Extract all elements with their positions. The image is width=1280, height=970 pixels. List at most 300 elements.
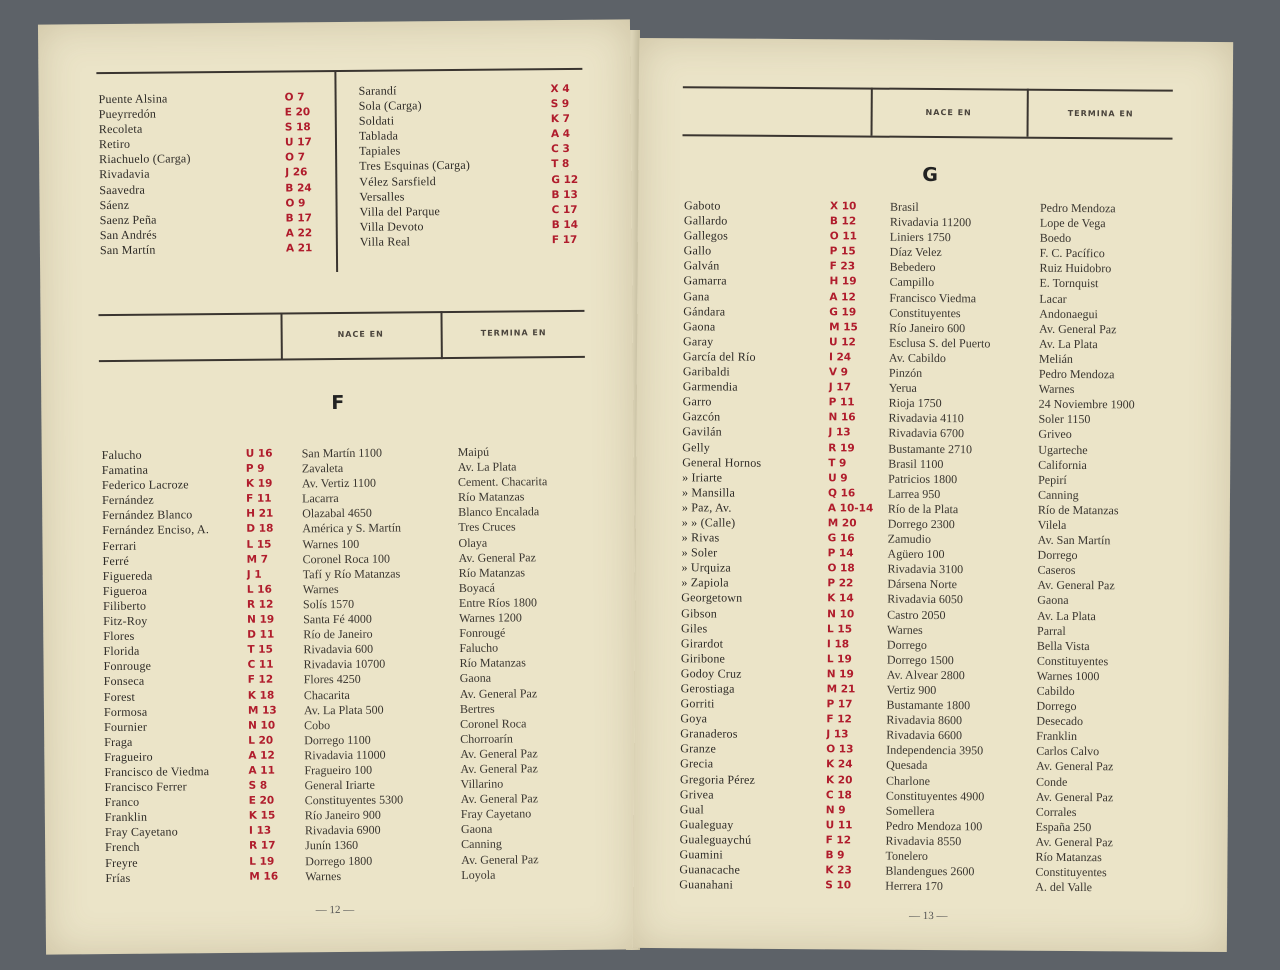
termina-en-cell: 24 Noviembre 1900	[1038, 396, 1135, 412]
map-grid-code: U 11	[825, 819, 853, 832]
map-grid-code: O 7	[284, 91, 305, 104]
street-name: Freyre	[105, 855, 138, 870]
station-name: Tapiales	[359, 143, 401, 159]
termina-en-cell: Av. General Paz	[460, 791, 539, 807]
nace-en-cell: Rivadavia 6600	[886, 727, 963, 743]
station-name: Pueyrredón	[98, 106, 157, 122]
street-name: Fernández Enciso, A.	[102, 522, 210, 538]
map-grid-code: O 9	[285, 196, 306, 210]
termina-en-cell: Cabildo	[1036, 683, 1075, 698]
map-grid-code: P 14	[827, 547, 854, 560]
termina-en-cell: Río Matanzas	[458, 489, 525, 505]
nace-en-cell: Dorrego 1100	[304, 732, 371, 748]
station-row	[360, 233, 590, 250]
street-name: Fray Cayetano	[104, 824, 178, 840]
nace-en-cell: Coronel Roca 100	[302, 551, 391, 566]
section-letter: G	[922, 163, 938, 187]
map-grid-code: T 8	[551, 158, 570, 171]
map-grid-code: B 12	[829, 215, 857, 228]
street-name: Francisco Ferrer	[104, 779, 187, 795]
termina-en-cell: Falucho	[459, 640, 499, 656]
nace-en-cell: Dorrego 1800	[305, 853, 373, 868]
map-grid-code: T 9	[828, 456, 847, 469]
street-name: Gazcón	[682, 409, 721, 424]
map-grid-code: A 21	[285, 242, 313, 255]
map-grid-code: B 13	[551, 188, 578, 201]
station-name: Saavedra	[99, 182, 146, 197]
termina-en-cell: Griveo	[1038, 427, 1072, 442]
street-name: » Zapiola	[681, 575, 729, 590]
nace-en-cell: Av. Cabildo	[888, 350, 947, 366]
station-name: Recoleta	[98, 121, 143, 137]
nace-en-cell: Río Janeiro 900	[304, 807, 381, 823]
map-grid-code: N 10	[827, 607, 855, 620]
termina-en-cell: Andonaegui	[1039, 306, 1098, 321]
station-name: Sáenz	[99, 197, 130, 212]
nace-en-cell: Liniers 1750	[889, 229, 951, 245]
nace-en-cell: Rivadavia 4110	[888, 411, 964, 426]
street-name: Gualeguay	[679, 817, 734, 832]
nace-en-cell: Río de Janeiro	[303, 626, 373, 642]
termina-en-cell: Warnes	[1038, 381, 1075, 397]
map-grid-code: L 15	[246, 538, 272, 551]
nace-en-cell: Dorrego	[886, 637, 927, 652]
map-grid-code: O 13	[826, 743, 854, 756]
street-name: » Rivas	[681, 530, 720, 545]
nace-en-cell: Castro 2050	[887, 607, 946, 622]
nace-en-cell: Junín 1360	[305, 838, 359, 853]
termina-en-cell: Gaona	[460, 822, 493, 837]
termina-en-cell: Vilela	[1037, 517, 1067, 532]
station-name: Villa Devoto	[359, 219, 424, 234]
street-name: Figueroa	[102, 583, 148, 598]
termina-en-cell: Av. General Paz	[460, 761, 538, 776]
nace-en-cell: Río de la Plata	[887, 501, 959, 517]
termina-en-cell: Gaona	[1037, 593, 1069, 608]
street-name: Florida	[103, 643, 140, 659]
map-grid-code: X 4	[550, 82, 570, 96]
map-grid-code: L 16	[246, 583, 272, 596]
station-list-left	[99, 90, 336, 258]
street-name: Garibaldi	[682, 364, 731, 379]
nace-en-cell: Rivadavia 6050	[887, 592, 963, 607]
station-name: Sola (Carga)	[358, 98, 422, 113]
nace-en-cell: Rivadavia 8550	[885, 833, 962, 849]
nace-en-cell: Bustamante 1800	[886, 697, 971, 713]
station-name: San Martín	[99, 242, 156, 258]
map-grid-code: J 13	[828, 426, 851, 439]
top-rule	[96, 68, 582, 74]
termina-en-cell: Gaona	[459, 671, 492, 686]
street-name: Ferré	[102, 553, 130, 568]
street-name: Fonrouge	[103, 658, 152, 674]
nace-en-cell: Dorrego 1500	[886, 652, 954, 667]
termina-en-cell: Pedro Mendoza	[1039, 200, 1116, 216]
termina-en-cell: Av. La Plata	[1039, 336, 1098, 351]
station-name: Rivadavia	[99, 167, 150, 182]
street-name: Gorriti	[680, 696, 715, 711]
map-grid-code: C 3	[551, 143, 570, 156]
street-name: Gallardo	[683, 213, 728, 228]
nace-en-cell: Rivadavia 6700	[888, 426, 965, 441]
map-grid-code: N 19	[826, 668, 854, 681]
nace-en-cell: Blandengues 2600	[885, 863, 975, 879]
map-grid-code: F 17	[551, 233, 578, 247]
nace-en-cell: Río Janeiro 600	[889, 320, 966, 335]
map-grid-code: F 11	[246, 492, 272, 506]
map-grid-code: N 16	[828, 411, 856, 424]
map-grid-code: O 18	[827, 562, 855, 575]
street-name: Guamini	[679, 847, 723, 862]
termina-en-cell: Franklin	[1036, 729, 1078, 744]
map-grid-code: K 7	[550, 113, 570, 126]
header-nace-en: NACE EN	[337, 329, 384, 339]
street-name: Giribone	[680, 651, 726, 666]
header-rule-bottom	[682, 134, 1172, 139]
map-grid-code: M 7	[246, 553, 269, 566]
nace-en-cell: Larrea 950	[887, 486, 941, 501]
page-number: — 12 —	[315, 903, 355, 917]
map-grid-code: G 12	[551, 173, 579, 186]
termina-en-cell: Av. La Plata	[1037, 608, 1096, 623]
nace-en-cell: Warnes	[887, 622, 923, 637]
termina-en-cell: Lope de Vega	[1039, 215, 1106, 231]
nace-en-cell: Vertiz 900	[886, 682, 937, 698]
map-grid-code: J 26	[285, 166, 308, 179]
map-grid-code: L 19	[826, 653, 852, 666]
termina-en-cell: Cement. Chacarita	[457, 474, 548, 490]
street-name: Grecia	[680, 756, 714, 771]
termina-en-cell: Av. General Paz	[1039, 321, 1117, 337]
map-grid-code: J 17	[828, 381, 851, 394]
street-name: Georgetown	[681, 590, 743, 606]
nace-en-cell: América y S. Martín	[302, 520, 402, 536]
street-name: Fragueiro	[104, 749, 153, 764]
table-row	[105, 866, 605, 885]
street-table-g	[679, 198, 1204, 896]
map-grid-code: I 13	[248, 824, 272, 838]
nace-en-cell: Dorrego 2300	[887, 516, 955, 532]
nace-en-cell: Santa Fé 4000	[303, 611, 372, 627]
nace-en-cell: Rivadavia 600	[303, 641, 374, 657]
street-name: Fraga	[104, 734, 133, 749]
map-grid-code: L 20	[248, 734, 274, 747]
termina-en-cell: Av. General Paz	[460, 746, 538, 761]
map-grid-code: B 24	[285, 181, 312, 195]
map-grid-code: M 13	[247, 704, 277, 717]
header-nace-en: NACE EN	[925, 107, 972, 118]
street-name: Gana	[683, 288, 710, 303]
nace-en-cell: Tafí y Río Matanzas	[302, 566, 401, 582]
termina-en-cell: California	[1038, 457, 1087, 472]
termina-en-cell: Soler 1150	[1038, 412, 1091, 427]
street-name: » Mansilla	[681, 485, 736, 500]
street-name: Granaderos	[680, 726, 738, 741]
street-name: Figuereda	[102, 568, 153, 583]
street-name: Filiberto	[102, 598, 147, 613]
station-name: Saenz Peña	[99, 212, 157, 227]
map-grid-code: H 21	[246, 507, 274, 521]
termina-en-cell: Constituyentes	[1036, 653, 1109, 669]
nace-en-cell: Constituyentes	[889, 305, 961, 320]
station-row	[100, 241, 336, 258]
map-grid-code: M 15	[829, 321, 858, 334]
nace-en-cell: Quesada	[886, 758, 928, 773]
termina-en-cell: Av. General Paz	[1035, 789, 1114, 804]
nace-en-cell: Av. Vertiz 1100	[301, 475, 377, 491]
map-grid-code: P 15	[829, 245, 856, 258]
map-grid-code: L 19	[249, 855, 275, 868]
termina-en-cell: Ugarteche	[1038, 442, 1088, 457]
termina-en-cell: Coronel Roca	[460, 716, 527, 731]
map-grid-code: H 19	[829, 275, 857, 288]
nace-en-cell: Lacarra	[302, 491, 339, 506]
map-grid-code: R 19	[828, 441, 855, 454]
termina-en-cell: Río Matanzas	[458, 565, 526, 580]
nace-en-cell: Zamudio	[887, 531, 932, 547]
termina-en-cell: Av. San Martín	[1037, 532, 1111, 548]
street-name: Guanahani	[679, 877, 734, 892]
nace-en-cell: Díaz Velez	[889, 244, 942, 260]
map-grid-code: N 10	[248, 719, 276, 732]
street-name: » » (Calle)	[681, 515, 736, 530]
map-grid-code: A 22	[285, 227, 313, 240]
street-name: Gavilán	[682, 424, 722, 439]
station-name: Tres Esquinas (Carga)	[359, 158, 471, 174]
map-grid-code: Q 16	[827, 487, 856, 500]
station-name: Riachuelo (Carga)	[99, 151, 191, 167]
street-name: » Iriarte	[682, 469, 723, 485]
termina-en-cell: A. del Valle	[1035, 879, 1093, 895]
termina-en-cell: Río de Matanzas	[1037, 502, 1119, 518]
street-name: Godoy Cruz	[680, 666, 742, 681]
header-termina-en: TERMINA EN	[1067, 108, 1134, 119]
street-name: Girardot	[680, 635, 724, 651]
termina-en-cell: Maipú	[457, 444, 490, 459]
station-name: Vélez Sarsfield	[359, 173, 437, 189]
map-grid-code: C 18	[825, 788, 852, 802]
street-name: Francisco de Viedma	[104, 764, 210, 780]
termina-en-cell: Lacar	[1039, 291, 1067, 306]
termina-en-cell: Corrales	[1035, 804, 1077, 819]
map-grid-code: A 11	[248, 764, 275, 777]
street-name: Formosa	[103, 704, 148, 719]
street-name: Forest	[103, 689, 136, 704]
street-name: Grivea	[679, 786, 714, 802]
termina-en-cell: Río Matanzas	[459, 655, 526, 671]
station-name: Villa Real	[359, 234, 411, 249]
map-grid-code: U 17	[284, 136, 312, 149]
nace-en-cell: Fragueiro 100	[304, 762, 373, 778]
nace-en-cell: Pinzón	[888, 365, 923, 380]
street-name: Garmendia	[682, 379, 738, 394]
map-grid-code: A 12	[829, 290, 856, 304]
map-grid-code: K 24	[826, 758, 853, 771]
nace-en-cell: Av. La Plata 500	[303, 702, 384, 717]
map-grid-code: N 9	[825, 804, 846, 817]
station-name: Sarandí	[358, 83, 397, 98]
map-grid-code: I 18	[826, 637, 850, 651]
map-grid-code: F 12	[825, 834, 852, 847]
termina-en-cell: Boyacá	[458, 580, 495, 595]
termina-en-cell: Av. General Paz	[461, 851, 539, 867]
street-name: Fonseca	[103, 674, 145, 689]
map-grid-code: P 17	[826, 698, 853, 711]
nace-en-cell: Rivadavia 10700	[303, 656, 386, 672]
nace-en-cell: Brasil	[889, 199, 919, 214]
termina-en-cell: E. Tornquist	[1039, 276, 1099, 291]
nace-en-cell: Olazabal 4650	[302, 506, 372, 521]
map-grid-code: I 24	[828, 351, 852, 364]
map-grid-code: C 17	[551, 203, 578, 216]
station-name: Puente Alsina	[98, 91, 168, 107]
street-name: Gualeguaychú	[679, 832, 752, 847]
station-name: Tablada	[358, 128, 399, 144]
street-name: Garay	[683, 334, 714, 349]
nace-en-cell: Constituyentes 4900	[885, 788, 985, 804]
termina-en-cell: Caseros	[1037, 562, 1076, 578]
map-grid-code: B 17	[285, 211, 312, 225]
nace-en-cell: Rivadavia 8600	[886, 712, 963, 728]
map-grid-code: S 18	[284, 121, 311, 134]
map-grid-code: R 17	[249, 839, 276, 853]
termina-en-cell: Blanco Encalada	[458, 504, 540, 520]
street-name: Gándara	[683, 303, 726, 319]
street-name: Granze	[680, 741, 717, 756]
header-termina-en: TERMINA EN	[480, 328, 547, 338]
termina-en-cell: Ruiz Huidobro	[1039, 261, 1112, 276]
street-name: » Paz, Av.	[681, 500, 732, 515]
street-name: Gamarra	[683, 273, 727, 289]
street-name: Gerostiaga	[680, 681, 735, 696]
station-name: Retiro	[98, 137, 131, 152]
street-name: Galván	[683, 258, 720, 273]
termina-en-cell: Pedro Mendoza	[1038, 366, 1115, 382]
street-name: Fernández Blanco	[102, 507, 193, 523]
street-name: Gaona	[683, 319, 716, 334]
street-name: Fernández	[102, 492, 154, 508]
map-grid-code: L 15	[827, 622, 853, 636]
termina-en-cell: Carlos Calvo	[1036, 744, 1100, 759]
termina-en-cell: Pepirí	[1038, 472, 1067, 487]
map-grid-code: U 12	[829, 336, 856, 349]
station-list-right	[358, 82, 589, 250]
nace-en-cell: Charlone	[885, 773, 931, 788]
map-grid-code: J 1	[246, 568, 262, 581]
page-number: — 13 —	[909, 909, 948, 923]
street-name: Gelly	[682, 439, 711, 454]
nace-en-cell: Dársena Norte	[887, 577, 958, 592]
nace-en-cell: Rivadavia 11000	[304, 747, 386, 763]
street-table-f	[102, 444, 606, 886]
termina-en-cell: Dorrego	[1037, 547, 1078, 563]
nace-en-cell: Warnes	[305, 868, 342, 883]
nace-en-cell: Av. Alvear 2800	[886, 667, 965, 683]
nace-en-cell: Agüero 100	[887, 546, 945, 562]
nace-en-cell: Independencia 3950	[886, 743, 984, 758]
termina-en-cell: Chorroarín	[460, 731, 513, 746]
map-grid-code: K 23	[825, 864, 852, 877]
station-name: Villa del Parque	[359, 203, 441, 219]
nace-en-cell: Solís 1570	[302, 596, 355, 612]
map-grid-code: S 8	[248, 779, 268, 792]
nace-en-cell: Tonelero	[885, 848, 929, 864]
nace-en-cell: Rioja 1750	[888, 395, 942, 411]
map-grid-code: F 12	[826, 713, 852, 726]
map-grid-code: S 9	[550, 98, 570, 111]
termina-en-cell: Warnes 1200	[459, 610, 522, 625]
nace-en-cell: Cobo	[304, 717, 331, 732]
section-letter: F	[331, 391, 345, 415]
nace-en-cell: General Iriarte	[304, 777, 375, 793]
street-name: Flores	[103, 628, 135, 644]
map-grid-code: U 9	[828, 471, 848, 485]
map-grid-code: A 12	[248, 749, 275, 762]
termina-en-cell: Fonrougé	[459, 625, 506, 641]
left-page	[38, 19, 638, 954]
map-grid-code: M 20	[827, 517, 857, 530]
street-name: » Urquiza	[681, 560, 731, 575]
street-name: Frías	[105, 870, 131, 885]
map-grid-code: J 13	[826, 728, 849, 741]
street-name: Franco	[104, 794, 140, 810]
map-grid-code: S 10	[825, 879, 852, 892]
nace-en-cell: Pedro Mendoza 100	[885, 818, 983, 834]
map-grid-code: F 12	[247, 673, 274, 687]
nace-en-cell: Flores 4250	[303, 672, 361, 687]
street-name: Franklin	[104, 809, 148, 825]
street-name: General Hornos	[682, 454, 762, 470]
nace-en-cell: Rivadavia 3100	[887, 561, 964, 577]
termina-en-cell: Tres Cruces	[458, 519, 516, 535]
map-grid-code: P 22	[827, 577, 854, 590]
map-grid-code: K 19	[245, 477, 273, 490]
termina-en-cell: Av. General Paz	[459, 685, 538, 701]
station-name: Versalles	[359, 189, 405, 204]
street-name: Falucho	[101, 447, 142, 463]
termina-en-cell: Bertres	[459, 701, 495, 716]
station-name: San Andrés	[99, 227, 157, 242]
map-grid-code: B 9	[825, 849, 845, 862]
map-grid-code: K 18	[247, 689, 275, 702]
map-grid-code: A 4	[550, 128, 571, 141]
nace-en-cell: Herrera 170	[885, 878, 943, 894]
termina-en-cell: Desecado	[1036, 713, 1084, 729]
street-name: Gregoria Pérez	[679, 771, 756, 787]
termina-en-cell: Av. General Paz	[458, 549, 536, 565]
nace-en-cell: Patricios 1800	[888, 471, 958, 486]
right-page	[633, 38, 1233, 952]
nace-en-cell: Warnes 100	[302, 536, 360, 551]
map-grid-code: G 19	[829, 305, 857, 319]
map-grid-code: F 23	[829, 260, 856, 273]
map-grid-code: O 7	[285, 151, 306, 164]
header-rule-bottom	[99, 356, 585, 362]
nace-en-cell: Rivadavia 11200	[889, 214, 972, 230]
termina-en-cell: Av. General Paz	[1035, 834, 1113, 850]
street-name: Gallegos	[683, 228, 729, 243]
street-name: Gallo	[683, 243, 712, 258]
nace-en-cell: Esclusa S. del Puerto	[889, 335, 991, 351]
termina-en-cell: Boedo	[1039, 230, 1072, 246]
station-name: Soldati	[358, 113, 395, 128]
nace-en-cell: Yerua	[888, 380, 917, 396]
termina-en-cell: Constituyentes	[1035, 864, 1107, 880]
map-grid-code: V 9	[828, 366, 848, 379]
termina-en-cell: Parral	[1037, 623, 1066, 638]
nace-en-cell: Constituyentes 5300	[304, 792, 404, 808]
nace-en-cell: San Martín 1100	[301, 445, 382, 461]
